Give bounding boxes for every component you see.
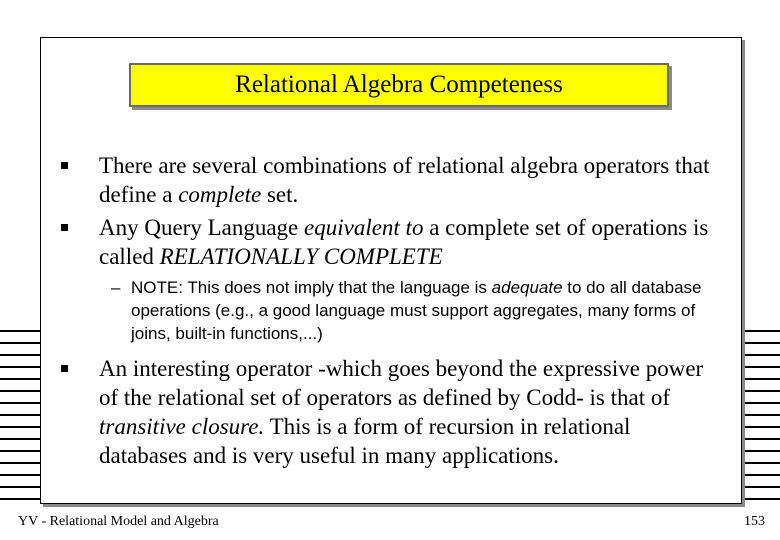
bullet-item-3 — [61, 354, 721, 470]
bullet-text-3: An interesting operator -which goes beyond the expressive power of the relational set of operators as defined by Codd- is that of transitive closure. This is a form of recursion in relational databases and is very useful in many applications. — [99, 356, 704, 468]
bullet-text-2: Any Query Language equivalent to a complete set of operations is called RELATIONALLY COMPLETE — [99, 215, 709, 269]
page-number: 153 — [744, 514, 765, 529]
slide-panel — [40, 37, 742, 504]
slide-title: Relational Algebra Competeness — [235, 71, 563, 98]
note-subitem: – NOTE: This does not imply that the language is adequate to do all database operations (e.g., a good language must support aggregates, many forms of joins, built-in functions,...) — [111, 278, 702, 343]
slide-title-box — [129, 63, 669, 107]
square-bullet-icon — [61, 224, 68, 231]
bullet-item-2 — [61, 213, 721, 271]
bullet-text-1: There are several combinations of relational algebra operators that define a complete set. — [99, 153, 710, 207]
dash-marker: – — [111, 278, 121, 297]
right-stripe-decoration — [742, 330, 780, 505]
square-bullet-icon — [61, 365, 68, 372]
left-stripe-decoration — [0, 330, 40, 505]
footer-course-label: YV - Relational Model and Algebra — [18, 514, 219, 529]
bullet-item-1 — [61, 151, 721, 209]
square-bullet-icon — [61, 162, 68, 169]
